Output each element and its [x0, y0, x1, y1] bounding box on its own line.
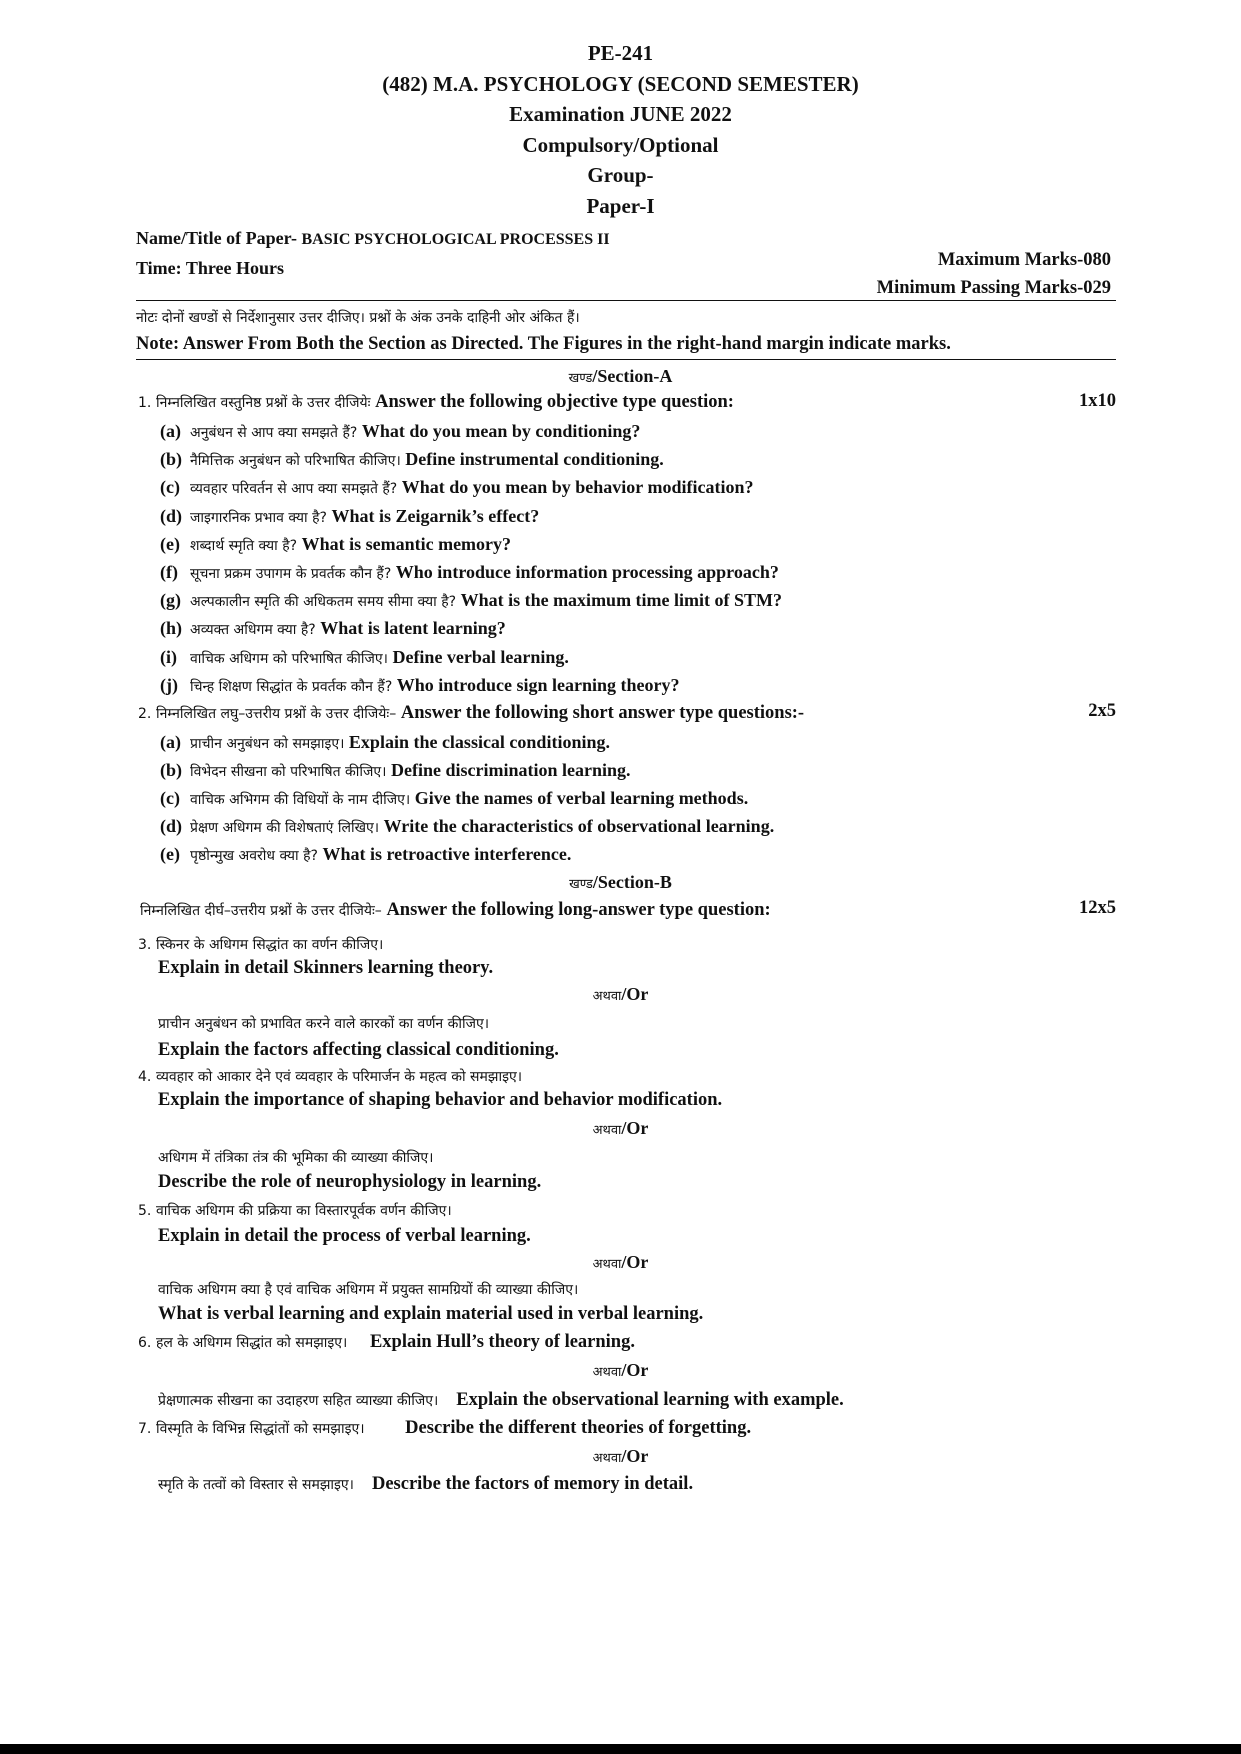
sub-question-hindi: प्रेक्षण अधिगम की विशेषताएं लिखिए।	[190, 820, 380, 836]
sub-question-english: Who introduce sign learning theory?	[396, 674, 680, 695]
sub-question-english: What is latent learning?	[320, 618, 506, 639]
question-number: 7.	[138, 1421, 152, 1437]
question-hindi: वाचिक अधिगम की प्रक्रिया का विस्तारपूर्वक वर्णन कीजिए।	[155, 1203, 452, 1219]
question-7-alt	[158, 1474, 1108, 1495]
sub-question	[160, 506, 1110, 527]
sub-question-english: Who introduce information processing approach?	[395, 562, 779, 582]
sub-question-english: What is retroactive interference.	[322, 844, 572, 864]
question-6	[138, 1332, 1118, 1353]
sub-question	[160, 562, 1110, 583]
divider-bottom	[136, 359, 1116, 360]
question-hindi: स्किनर के अधिगम सिद्धांत का वर्णन कीजिए।	[155, 937, 384, 953]
sub-question	[160, 844, 1110, 865]
section-b-intro	[140, 900, 1120, 921]
question-hindi: निम्नलिखित लघु–उत्तरीय प्रश्नों के उत्तर दीजियेः–	[155, 706, 397, 722]
minimum-marks: Minimum Passing Marks-029	[876, 278, 1111, 298]
sub-question-english: What is the maximum time limit of STM?	[460, 590, 783, 611]
note-hindi: नोटः दोनों खण्डों से निर्देशानुसार उत्तर दीजिए। प्रश्नों के अंक उनके दाहिनी ओर अंकित हैं।	[136, 310, 580, 326]
sub-question-hindi: नैमित्तिक अनुबंधन को परिभाषित कीजिए।	[190, 453, 401, 470]
question-hindi: विस्मृति के विभिन्न सिद्धांतों को समझाइए।	[155, 1421, 365, 1437]
question-7-alt-hindi: स्मृति के तत्वों को विस्तार से समझाइए।	[158, 1477, 354, 1493]
sub-question-hindi: प्राचीन अनुबंधन को समझाइए।	[190, 736, 345, 752]
section-b-marks: 12x5	[1079, 898, 1116, 918]
sub-question-hindi: जाइगारनिक प्रभाव क्या है?	[190, 509, 327, 526]
question-5	[138, 1200, 1118, 1221]
question-2	[138, 703, 1118, 724]
question-4-alt-english: Describe the role of neurophysiology in learning.	[158, 1172, 542, 1192]
marks-info	[877, 246, 1111, 302]
question-number: 6.	[138, 1335, 152, 1351]
question-5-english: Explain in detail the process of verbal learning.	[158, 1226, 531, 1246]
question-english: Answer the following objective type question:	[375, 392, 734, 412]
or-hindi: अथवा	[592, 989, 622, 1004]
paper-code: PE-241	[587, 41, 654, 65]
or-english: /Or	[621, 1118, 649, 1138]
sub-question	[160, 788, 1110, 809]
time-allowed: Time: Three Hours	[136, 258, 284, 278]
sub-question-label: (h)	[160, 618, 182, 639]
section-b-intro-hindi: निम्नलिखित दीर्घ–उत्तरीय प्रश्नों के उत्तर दीजियेः–	[140, 903, 382, 919]
question-number: 1.	[138, 395, 152, 411]
sub-question-label: (g)	[160, 590, 181, 611]
question-2-marks: 2x5	[1088, 701, 1116, 721]
sub-question-label: (b)	[160, 449, 182, 470]
or-separator	[0, 1446, 1241, 1467]
sub-question-label: (e)	[160, 844, 180, 864]
sub-question	[160, 449, 1110, 470]
sub-question-label: (d)	[160, 505, 182, 526]
sub-question	[160, 760, 1110, 781]
paper-title-label: Name/Title of Paper-	[136, 228, 297, 248]
sub-question-english: Define instrumental conditioning.	[405, 449, 664, 470]
question-3-english: Explain in detail Skinners learning theory.	[158, 958, 494, 978]
sub-question-english: What do you mean by behavior modification?	[401, 477, 754, 498]
sub-question-label: (b)	[160, 760, 182, 780]
sub-question-hindi: विभेदन सीखना को परिभाषित कीजिए।	[190, 764, 387, 780]
paper-type: Compulsory/Optional	[522, 132, 719, 157]
question-number: 3.	[138, 937, 152, 953]
question-3-alt-english: Explain the factors affecting classical conditioning.	[158, 1040, 559, 1060]
section-a-heading	[0, 366, 1241, 387]
question-english: Explain Hull’s theory of learning.	[369, 1332, 635, 1352]
sub-question-hindi: पृष्ठोन्मुख अवरोध क्या है?	[190, 848, 318, 864]
sub-question-english: Define verbal learning.	[392, 646, 569, 667]
or-hindi: अथवा	[592, 1123, 622, 1138]
or-english: /Or	[621, 1446, 649, 1466]
exam-session: Examination JUNE 2022	[509, 102, 732, 126]
sub-question	[160, 477, 1110, 498]
question-english: Describe the different theories of forgetting.	[405, 1418, 752, 1438]
or-hindi: अथवा	[592, 1451, 622, 1466]
section-b-intro-english: Answer the following long-answer type question:	[386, 900, 771, 920]
question-5-alt-english: What is verbal learning and explain material used in verbal learning.	[158, 1304, 704, 1324]
divider-top	[136, 300, 1116, 301]
section-a-heading-hindi: खण्ड	[568, 371, 593, 386]
or-separator	[0, 1252, 1241, 1273]
paper-number: Paper-I	[586, 193, 655, 218]
sub-question-english: What do you mean by conditioning?	[361, 421, 641, 441]
question-hindi: निम्नलिखित वस्तुनिष्ठ प्रश्नों के उत्तर दीजियेः	[155, 395, 371, 411]
sub-question-label: (e)	[160, 533, 180, 554]
or-separator	[0, 1360, 1241, 1381]
sub-question	[160, 816, 1110, 837]
paper-title	[136, 224, 610, 254]
question-3-alt-hindi: प्राचीन अनुबंधन को प्रभावित करने वाले कारकों का वर्णन कीजिए।	[158, 1016, 490, 1032]
sub-question-hindi: वाचिक अभिगम की विधियों के नाम दीजिए।	[190, 792, 411, 808]
sub-question	[160, 590, 1110, 611]
sub-question-hindi: शब्दार्थ स्मृति क्या है?	[190, 537, 298, 554]
question-english: Answer the following short answer type questions:-	[400, 703, 805, 723]
or-hindi: अथवा	[592, 1365, 622, 1380]
or-hindi: अथवा	[592, 1257, 622, 1272]
paper-header	[0, 38, 1241, 221]
sub-question-hindi: अल्पकालीन स्मृति की अधिकतम समय सीमा क्या है?	[190, 594, 457, 611]
question-4	[138, 1066, 1118, 1087]
question-4-alt-hindi: अधिगम में तंत्रिका तंत्र की भूमिका की व्याख्या कीजिए।	[158, 1150, 434, 1166]
question-number: 5.	[138, 1203, 152, 1219]
sub-question-english: Explain the classical conditioning.	[348, 732, 610, 752]
maximum-marks: Maximum Marks-080	[937, 250, 1111, 270]
question-1-marks: 1x10	[1079, 391, 1116, 411]
sub-question-label: (d)	[160, 816, 182, 836]
sub-question-hindi: अव्यक्त अधिगम क्या है?	[190, 622, 316, 639]
sub-question-english: What is semantic memory?	[301, 533, 512, 554]
sub-question-english: Give the names of verbal learning methods.	[414, 788, 749, 808]
or-separator	[0, 984, 1241, 1005]
note-english: Note: Answer From Both the Section as Directed. The Figures in the right-hand margin indicate marks.	[136, 334, 951, 354]
sub-question	[160, 732, 1110, 753]
sub-question-english: What is Zeigarnik’s effect?	[331, 505, 540, 526]
sub-question-label: (f)	[160, 562, 178, 582]
or-separator	[0, 1118, 1241, 1139]
sub-question-label: (i)	[160, 646, 177, 667]
question-6-alt-hindi: प्रेक्षणात्मक सीखना का उदाहरण सहित व्याख्या कीजिए।	[158, 1393, 439, 1409]
question-4-english: Explain the importance of shaping behavior and behavior modification.	[158, 1090, 723, 1110]
sub-question-label: (c)	[160, 477, 180, 498]
paper-info	[136, 224, 610, 282]
or-english: /Or	[621, 1360, 649, 1380]
question-7-alt-english: Describe the factors of memory in detail.	[371, 1474, 694, 1494]
paper-title-value: BASIC PSYCHOLOGICAL PROCESSES II	[301, 231, 610, 248]
sub-question	[160, 421, 1110, 442]
course-title: (482) M.A. PSYCHOLOGY (SECOND SEMESTER)	[382, 71, 859, 96]
sub-question-label: (a)	[160, 421, 181, 441]
sub-question	[160, 647, 1110, 668]
scan-edge-bar	[0, 1744, 1241, 1754]
question-5-alt-hindi: वाचिक अधिगम क्या है एवं वाचिक अधिगम में प्रयुक्त सामग्रियों की व्याख्या कीजिए।	[158, 1282, 579, 1298]
or-english: /Or	[621, 984, 649, 1004]
section-b-heading-hindi: खण्ड	[569, 877, 593, 892]
instructions-note	[136, 305, 1121, 357]
sub-question-hindi: वाचिक अधिगम को परिभाषित कीजिए।	[190, 650, 388, 667]
question-3	[138, 934, 1118, 955]
question-hindi: व्यवहार को आकार देने एवं व्यवहार के परिमार्जन के महत्व को समझाइए।	[155, 1069, 523, 1085]
sub-question	[160, 618, 1110, 639]
section-b-heading	[0, 872, 1241, 893]
sub-question-label: (a)	[160, 732, 181, 752]
question-1	[138, 392, 1118, 413]
question-hindi: हल के अधिगम सिद्धांत को समझाइए।	[155, 1335, 348, 1351]
section-b-heading-english: /Section-B	[592, 872, 672, 892]
question-6-alt	[158, 1390, 1108, 1411]
sub-question-hindi: व्यवहार परिवर्तन से आप क्या समझते हैं?	[190, 481, 398, 498]
sub-question	[160, 675, 1110, 696]
sub-question-hindi: अनुबंधन से आप क्या समझते हैं?	[190, 425, 358, 441]
sub-question-hindi: सूचना प्रक्रम उपागम के प्रवर्तक कौन हैं?	[190, 566, 392, 582]
sub-question	[160, 534, 1110, 555]
or-english: /Or	[621, 1252, 649, 1272]
sub-question-english: Define discrimination learning.	[390, 760, 631, 780]
sub-question-hindi: चिन्ह शिक्षण सिद्धांत के प्रवर्तक कौन हैं?	[190, 678, 393, 695]
sub-question-label: (j)	[160, 674, 178, 695]
section-a-heading-english: /Section-A	[592, 366, 673, 386]
question-number: 2.	[138, 706, 152, 722]
group-label: Group-	[587, 163, 654, 187]
question-6-alt-english: Explain the observational learning with example.	[456, 1390, 844, 1410]
question-7	[138, 1418, 1118, 1439]
question-number: 4.	[138, 1069, 152, 1085]
sub-question-english: Write the characteristics of observational learning.	[383, 816, 775, 836]
sub-question-label: (c)	[160, 788, 180, 808]
